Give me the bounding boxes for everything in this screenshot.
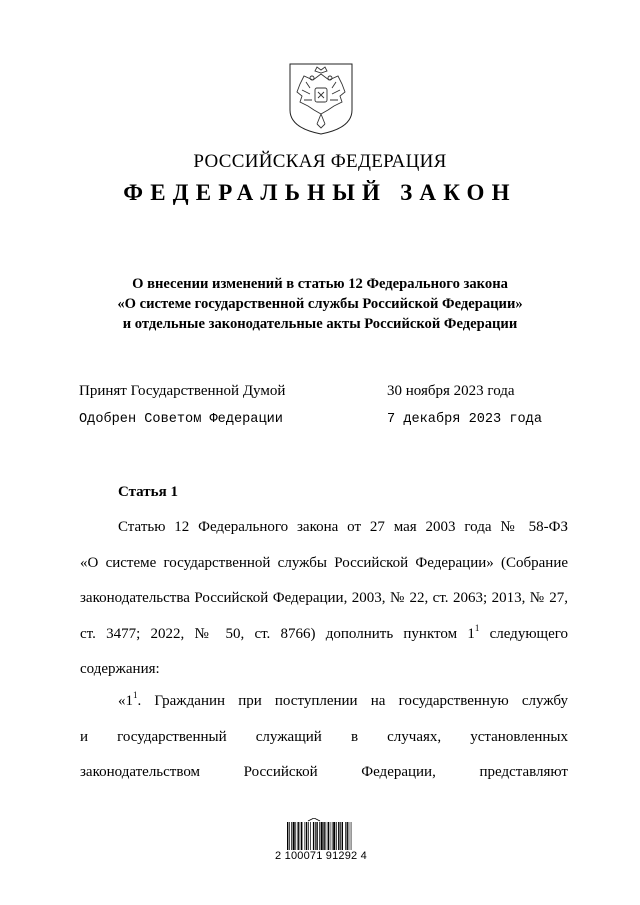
paragraph-line: Статью 12 Федерального закона от 27 мая 2003 года № 58-ФЗ [118,519,568,535]
law-title-line: О внесении изменений в статью 12 Федерального закона [132,276,508,292]
article-heading: Статья 1 [118,484,178,500]
paragraph-line: законодательства Российской Федерации, 2003, № 22, ст. 2063; 2013, № 27, [80,590,568,606]
article-paragraph-1 [80,510,568,688]
paragraph-line-text: . Гражданин при поступлении на государственную службу [137,693,568,709]
law-title [0,274,640,334]
paragraph-line: и государственный служащий в случаях, установленных [80,728,568,745]
russian-coat-of-arms-emblem [288,62,354,136]
duma-adoption-label: Принят Государственной Думой [79,383,286,399]
law-type-heading: ФЕДЕРАЛЬНЫЙ ЗАКОН [123,180,517,205]
paragraph-line [80,684,568,720]
barcode-number: 2 100071 91292 4 [275,850,367,862]
law-title-line: и отдельные законодательные акты Российской Федерации [122,316,518,332]
paragraph-line: законодательством Российской Федерации, представляют [80,764,568,780]
point-number: «1 [118,693,133,709]
duma-adoption-date: 30 ноября 2023 года [387,383,515,399]
paragraph-line-text: следующего [489,625,568,642]
council-approval-date: 7 декабря 2023 года [387,412,542,427]
paragraph-line-text: ст. 3477; 2022, № 50, ст. 8766) дополнить пунктом 1 [80,625,475,642]
paragraph-line: «О системе государственной службы Российской Федерации» (Собрание [80,554,568,571]
paragraph-line: содержания: [80,661,160,677]
article-paragraph-2 [80,684,568,791]
law-title-line: «О системе государственной службы Российской Федерации» [117,296,523,312]
country-name: РОССИЙСКАЯ ФЕДЕРАЦИЯ [193,151,447,172]
point-superscript: 1 [474,622,480,633]
point-superscript: 1 [133,690,138,700]
paragraph-line [80,617,568,653]
council-approval-label: Одобрен Советом Федерации [79,412,283,427]
